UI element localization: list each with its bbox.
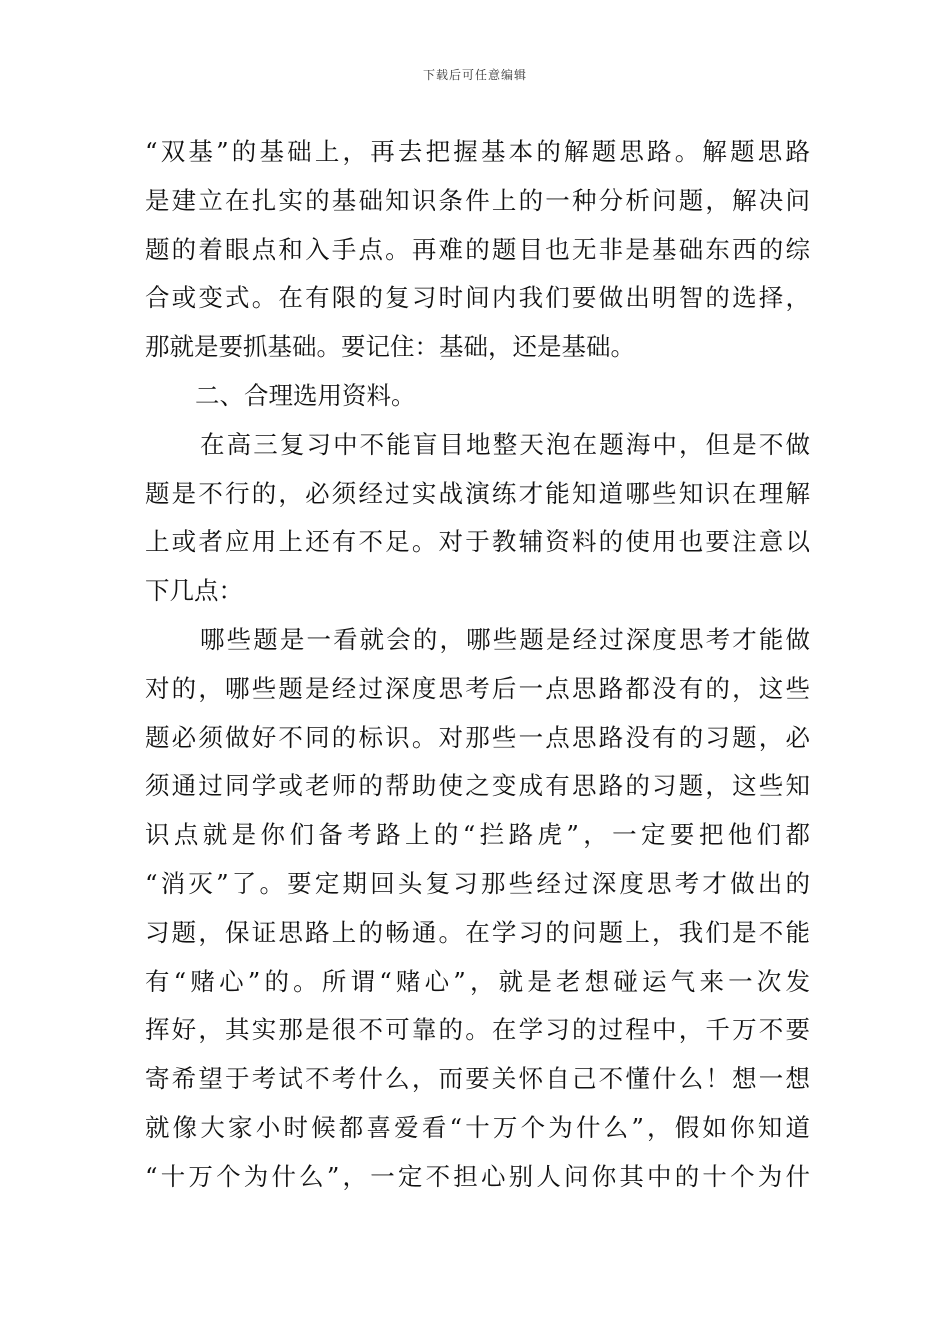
- paragraph-line: “十万个为什么”，一定不担心别人问你其中的十个为什: [145, 1161, 810, 1191]
- document-body: [145, 128, 810, 1202]
- paragraph-line: “双基”的基础上，再去把握基本的解题思路。解题思路: [145, 137, 810, 166]
- paragraph-line: “消灭”了。要定期回头复习那些经过深度思考才做出的: [145, 868, 810, 898]
- paragraph-line: 须通过同学或老师的帮助使之变成有思路的习题，这些知: [145, 771, 810, 801]
- paragraph-line: 题是不行的，必须经过实战演练才能知道哪些知识在理解: [145, 478, 810, 508]
- paragraph-line: 就像大家小时候都喜爱看“十万个为什么”，假如你知道: [145, 1112, 810, 1142]
- paragraph-line: 哪些题是一看就会的，哪些题是经过深度思考才能做: [200, 624, 810, 654]
- paragraph-line: 对的，哪些题是经过深度思考后一点思路都没有的，这些: [145, 673, 810, 703]
- paragraph-line: 是建立在扎实的基础知识条件上的一种分析问题，解决问: [145, 185, 810, 215]
- paragraph-line: 在高三复习中不能盲目地整天泡在题海中，但是不做: [200, 429, 810, 459]
- paragraph-line: 识点就是你们备考路上的“拦路虎”，一定要把他们都: [145, 820, 810, 850]
- paragraph-line: 有“赌心”的。所谓“赌心”，就是老想碰运气来一次发: [145, 966, 810, 996]
- paragraph-line: 习题，保证思路上的畅通。在学习的问题上，我们是不能: [145, 917, 810, 947]
- paragraph-line: 挥好，其实那是很不可靠的。在学习的过程中，千万不要: [145, 1015, 810, 1045]
- paragraph-line: 题的着眼点和入手点。再难的题目也无非是基础东西的综: [145, 234, 810, 264]
- page-header: 下载后可任意编辑: [422, 68, 527, 82]
- paragraph-line: 合或变式。在有限的复习时间内我们要做出明智的选择，: [145, 283, 810, 313]
- paragraph-line: 寄希望于考试不考什么，而要关怀自己不懂什么！想一想: [145, 1064, 810, 1094]
- section-heading: 二、合理选用资料。: [195, 380, 416, 410]
- paragraph-line: 题必须做好不同的标识。对那些一点思路没有的习题，必: [145, 722, 810, 752]
- paragraph-line: 那就是要抓基础。要记住：基础，还是基础。: [145, 332, 635, 362]
- paragraph-line: 下几点：: [145, 576, 243, 606]
- paragraph-line: 上或者应用上还有不足。对于教辅资料的使用也要注意以: [145, 527, 810, 557]
